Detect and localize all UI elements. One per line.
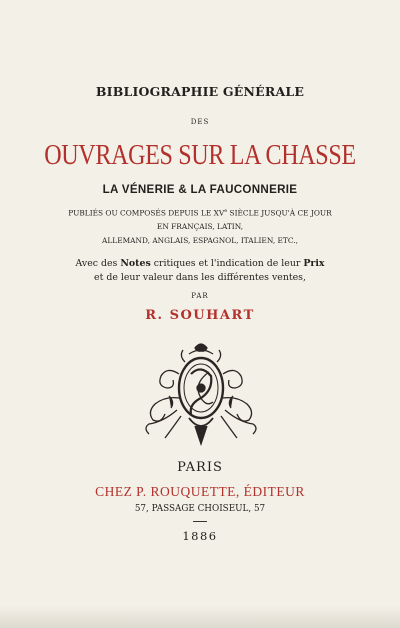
imprint-publisher: CHEZ P. ROUQUETTE, ÉDITEUR (95, 484, 305, 499)
publication-prefix: PUBLIÉS OU COMPOSÉS DEPUIS LE XV (68, 208, 225, 218)
publication-line-3: ALLEMAND, ANGLAIS, ESPAGNOL, ITALIEN, ETC., (102, 236, 298, 245)
page-edge-shadow (0, 606, 400, 628)
imprint-address: 57, PASSAGE CHOISEUL, 57 (134, 504, 266, 514)
publication-sup: e (224, 208, 228, 214)
publication-suffix: SIÈCLE JUSQU'À CE JOUR (227, 208, 332, 218)
notes-text-a: Avec des (75, 258, 121, 269)
ornamental-monogram-icon (139, 338, 263, 446)
notes-bold-prix: Prix (303, 258, 325, 269)
notes-text-c: critiques et l'indication de leur (150, 258, 304, 269)
notes-line-1 (0, 258, 400, 269)
main-title: OUVRAGES SUR LA CHASSE (44, 140, 356, 171)
author-name: R. SOUHART (145, 308, 255, 323)
notes-line-2: et de leur valeur dans les différentes ventes, (94, 272, 306, 283)
publication-line-1 (0, 208, 400, 217)
divider (193, 521, 207, 522)
notes-bold-notes: Notes (120, 258, 151, 269)
imprint-year: 1886 (182, 529, 218, 543)
title-line-1: BIBLIOGRAPHIE GÉNÉRALE (95, 84, 305, 99)
publication-line-2: EN FRANÇAIS, LATIN, (156, 222, 244, 231)
title-des: DES (190, 118, 210, 126)
subtitle: LA VÉNERIE & LA FAUCONNERIE (102, 183, 298, 196)
author-par: PAR (191, 292, 209, 300)
imprint-city: PARIS (177, 460, 223, 475)
